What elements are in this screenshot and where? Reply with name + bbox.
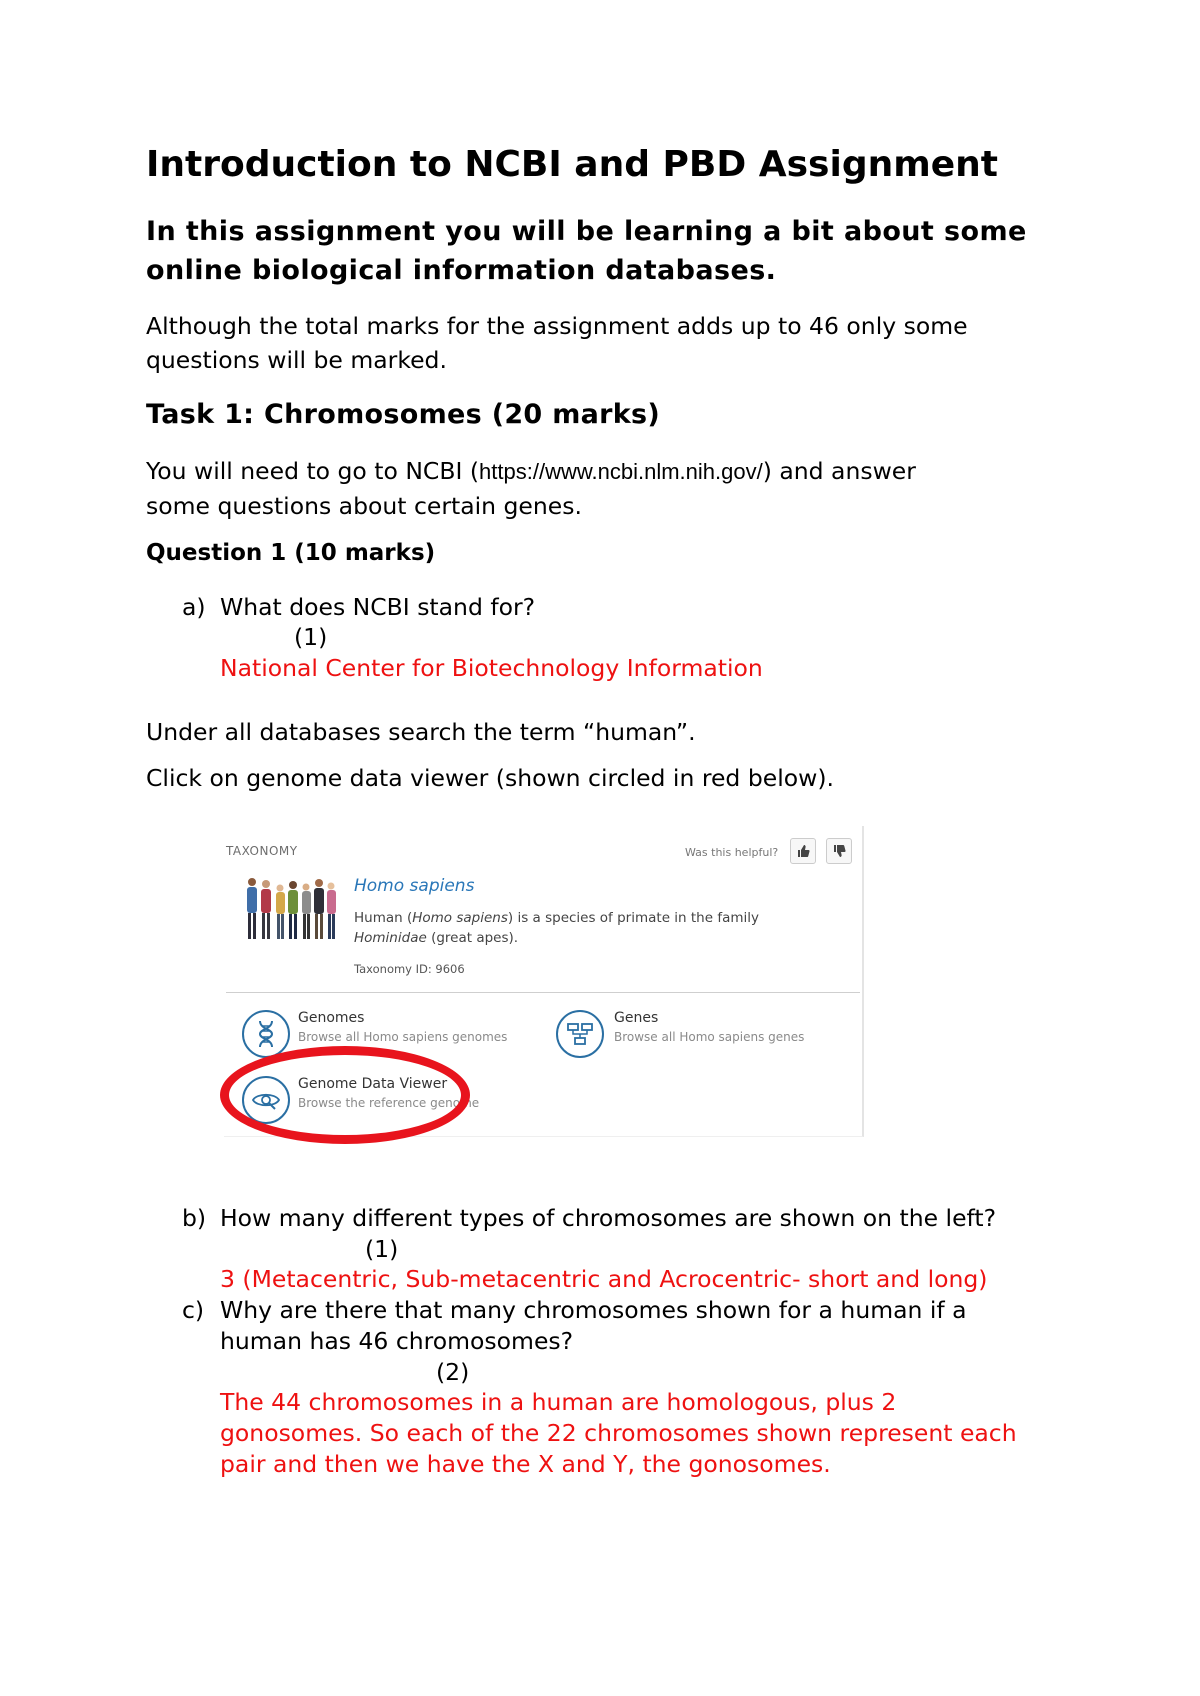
- question-a-text: What does NCBI stand for?: [220, 593, 536, 621]
- desc-family: Hominidae: [354, 930, 427, 946]
- instruction-click: Click on genome data viewer (shown circled in red below).: [146, 764, 834, 792]
- question-c-answer-line-2: gonosomes. So each of the 22 chromosomes shown represent each: [220, 1419, 1017, 1447]
- thumbs-down-icon: [832, 844, 846, 858]
- thumbs-up-button[interactable]: [790, 838, 816, 864]
- question-a: [182, 592, 1082, 692]
- helpful-prompt: Was this helpful?: [685, 846, 779, 859]
- question-c-line-2: human has 46 chromosomes?: [220, 1327, 574, 1355]
- task1-instructions: [146, 454, 1046, 523]
- document-title: Introduction to NCBI and PBD Assignment: [146, 144, 998, 185]
- question-b-answer: 3 (Metacentric, Sub-metacentric and Acrocentric- short and long): [220, 1265, 988, 1293]
- desc-family-post: (great apes).: [426, 930, 519, 946]
- genomes-link[interactable]: Genomes: [298, 1010, 365, 1026]
- thumbs-down-button[interactable]: [826, 838, 852, 864]
- question-c-answer-line-1: The 44 chromosomes in a human are homologous, plus 2: [220, 1388, 897, 1416]
- genes-link[interactable]: Genes: [614, 1010, 659, 1026]
- species-link[interactable]: Homo sapiens: [354, 876, 475, 896]
- genes-subtitle: Browse all Homo sapiens genes: [614, 1030, 805, 1044]
- gene-diagram-icon: [565, 1019, 595, 1049]
- marks-note-line-2: questions will be marked.: [146, 346, 447, 374]
- genome-data-viewer-link[interactable]: Genome Data Viewer: [298, 1076, 448, 1092]
- ncbi-taxonomy-screenshot: [224, 826, 864, 1138]
- question-c: [182, 1295, 1082, 1485]
- question-a-label: a): [182, 593, 206, 621]
- question-c-answer-line-3: pair and then we have the X and Y, the gonosomes.: [220, 1450, 831, 1478]
- red-highlight-circle: [220, 1046, 480, 1144]
- species-description: [354, 908, 794, 948]
- marks-note: [146, 309, 1026, 377]
- task1-heading: Task 1: Chromosomes (20 marks): [146, 399, 661, 430]
- intro-line-2: online biological information databases.: [146, 255, 777, 286]
- genome-data-viewer-subtitle: Browse the reference genome: [298, 1096, 480, 1110]
- question-b-marks: (1): [365, 1235, 399, 1263]
- question-c-line-1: Why are there that many chromosomes shown for a human if a: [220, 1296, 967, 1324]
- question-a-answer: National Center for Biotechnology Information: [220, 654, 763, 682]
- question-a-marks: (1): [294, 623, 328, 651]
- species-description-line-2: [354, 928, 794, 948]
- taxonomy-id: Taxonomy ID: 9606: [354, 962, 465, 976]
- screenshot-divider: [226, 992, 860, 993]
- ncbi-link[interactable]: https://www.ncbi.nlm.nih.gov/: [479, 459, 763, 484]
- thumbs-up-icon: [796, 844, 810, 858]
- question-b-label: b): [182, 1204, 207, 1232]
- question1-heading: Question 1 (10 marks): [146, 540, 436, 566]
- question-b-text: How many different types of chromosomes are shown on the left?: [220, 1204, 997, 1232]
- genes-icon-button[interactable]: [556, 1010, 604, 1058]
- taxonomy-label: TAXONOMY: [226, 844, 298, 858]
- task1-text-post: ) and answer: [762, 457, 916, 485]
- question-c-marks: (2): [436, 1358, 470, 1386]
- task1-line-2: some questions about certain genes.: [146, 492, 582, 520]
- intro-heading: [146, 212, 1027, 290]
- question-c-label: c): [182, 1296, 205, 1324]
- genomes-icon-button[interactable]: [242, 1010, 290, 1058]
- question-b: [182, 1203, 1082, 1298]
- dna-icon: [251, 1019, 281, 1049]
- instruction-search: Under all databases search the term “human”.: [146, 718, 696, 746]
- people-image: [242, 874, 338, 942]
- intro-line-1: In this assignment you will be learning a bit about some: [146, 216, 1027, 247]
- desc-post: ) is a species of primate in the family: [507, 910, 759, 926]
- task1-text-pre: You will need to go to NCBI (: [146, 457, 480, 485]
- genomes-subtitle: Browse all Homo sapiens genomes: [298, 1030, 508, 1044]
- marks-note-line-1: Although the total marks for the assignment adds up to 46 only some: [146, 312, 968, 340]
- desc-pre: Human (: [354, 910, 413, 926]
- desc-italic: Homo sapiens: [412, 910, 508, 926]
- species-description-line-1: [354, 908, 794, 928]
- task1-line-1: [146, 454, 1046, 489]
